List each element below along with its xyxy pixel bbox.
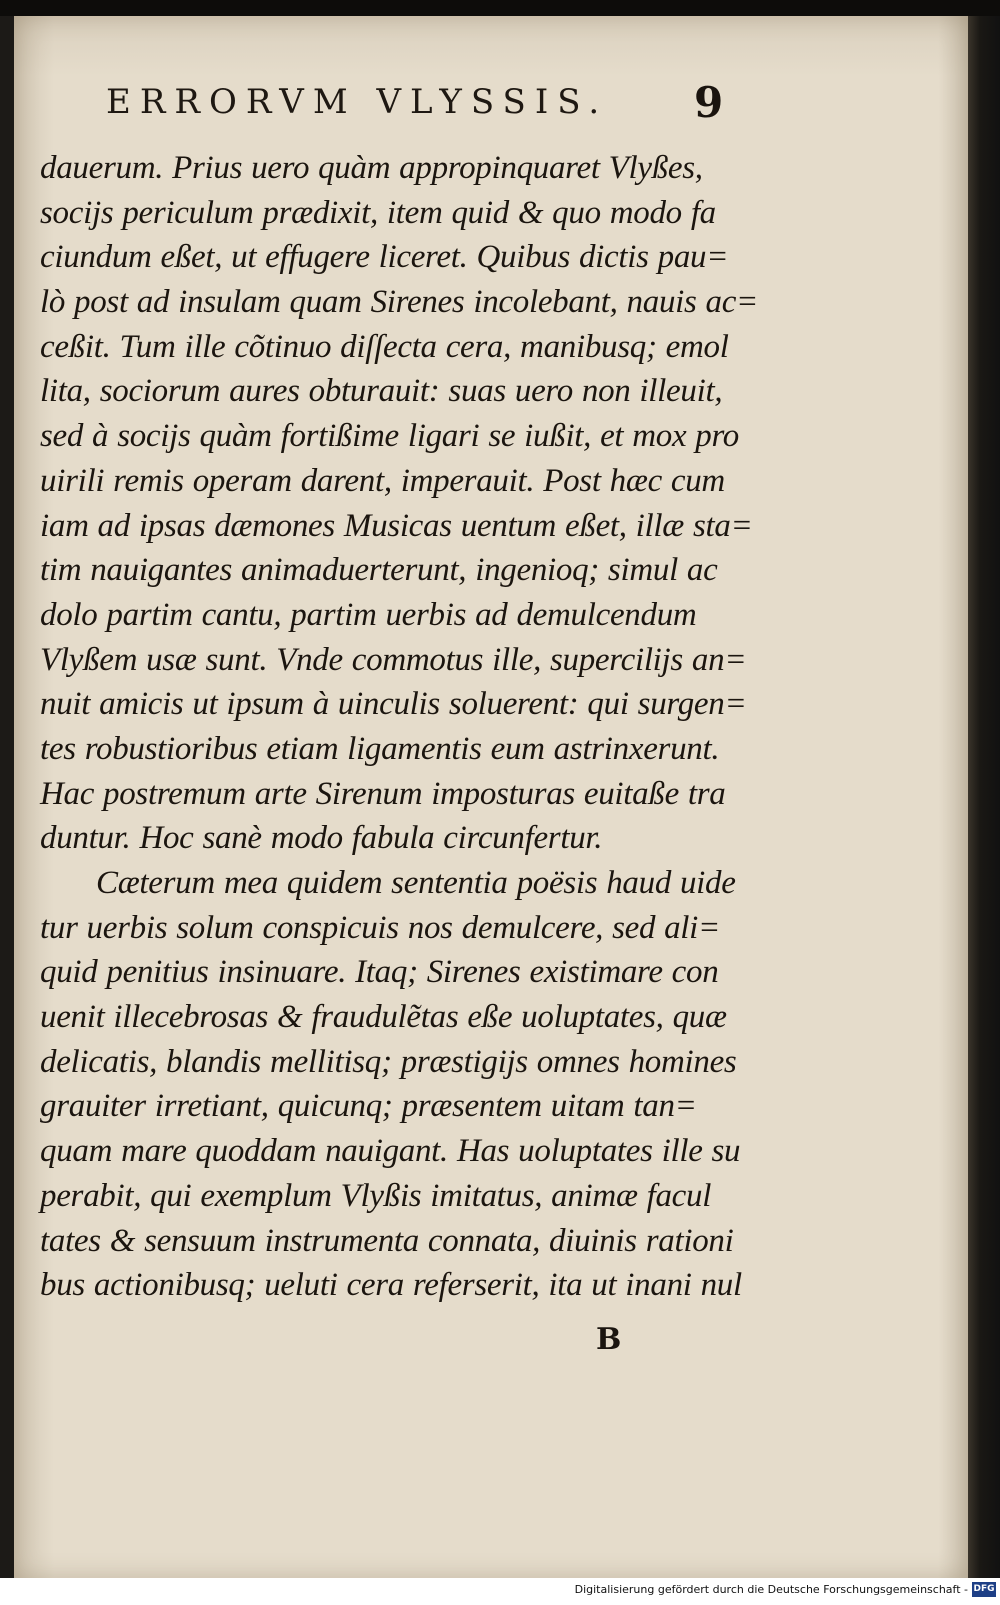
text-line: ceßit. Tum ille cõtinuo diſſecta cera, manibusq; emol (40, 328, 729, 365)
text-line: duntur. Hoc sanè modo fabula circunfertur. (40, 820, 603, 857)
text-line: grauiter irretiant, quicunq; præsentem uitam tan= (40, 1088, 697, 1125)
page-edge (968, 16, 1000, 1578)
text-line: socijs periculum prædixit, item quid & quo modo fa (40, 194, 716, 231)
page-number: 9 (694, 78, 724, 127)
text-line: delicatis, blandis mellitisq; præstigijs omnes homines (40, 1043, 737, 1080)
text-line: uirili remis operam darent, imperauit. Post hæc cum (40, 462, 725, 499)
scan-frame-top (0, 0, 1000, 16)
text-line: dauerum. Prius uero quàm appropinquaret Vlyßes, (40, 150, 703, 186)
text-line: lita, sociorum aures obturauit: suas uero non illeuit, (40, 373, 723, 410)
text-line: Vlyßem usæ sunt. Vnde commotus ille, supercilijs an= (40, 641, 747, 678)
text-line: tates & sensuum instrumenta connata, diuinis rationi (40, 1222, 734, 1259)
text-line: quid penitius insinuare. Itaq; Sirenes existimare con (40, 954, 719, 991)
page-header (14, 78, 968, 132)
text-line: Hac postremum arte Sirenum imposturas euitaße tra (40, 775, 726, 812)
text-line: nuit amicis ut ipsum à uinculis soluerent: qui surgen= (40, 686, 747, 723)
text-line: bus actionibusq; ueluti cera referserit, ita ut inani nul (40, 1267, 742, 1304)
text-line: ciundum eßet, ut effugere liceret. Quibus dictis pau= (40, 239, 729, 276)
book-page (14, 16, 968, 1578)
running-title: ERRORVM VLYSSIS. (106, 82, 609, 122)
text-line: iam ad ipsas dæmones Musicas uentum eßet, illæ sta= (40, 507, 753, 544)
digitization-credit: Digitalisierung gefördert durch die Deutsche Forschungsgemeinschaft - (574, 1583, 968, 1596)
text-line: sed à socijs quàm fortißime ligari se iußit, et mox pro (40, 418, 739, 455)
text-line: tur uerbis solum conspicuis nos demulcere, sed ali= (40, 909, 721, 946)
dfg-logo-text: DFG (973, 1584, 995, 1594)
signature-mark: B (596, 1322, 622, 1357)
text-line: quam mare quoddam nauigant. Has uoluptates ille su (40, 1133, 741, 1170)
text-line: tes robustioribus etiam ligamentis eum astrinxerunt. (40, 730, 720, 767)
body-text (40, 146, 760, 1308)
text-line: perabit, qui exemplum Vlyßis imitatus, animæ facul (40, 1177, 712, 1214)
text-line: uenit illecebrosas & fraudulẽtas eße uoluptates, quæ (40, 999, 727, 1036)
dfg-logo (972, 1582, 996, 1597)
text-line: lò post ad insulam quam Sirenes incolebant, nauis ac= (40, 284, 759, 321)
text-line: tim nauigantes animaduerterunt, ingenioq; simul ac (40, 552, 718, 589)
paragraph-start-line: Cæterum mea quidem sententia poësis haud uide (96, 865, 736, 901)
text-line: dolo partim cantu, partim uerbis ad demulcendum (40, 596, 697, 633)
